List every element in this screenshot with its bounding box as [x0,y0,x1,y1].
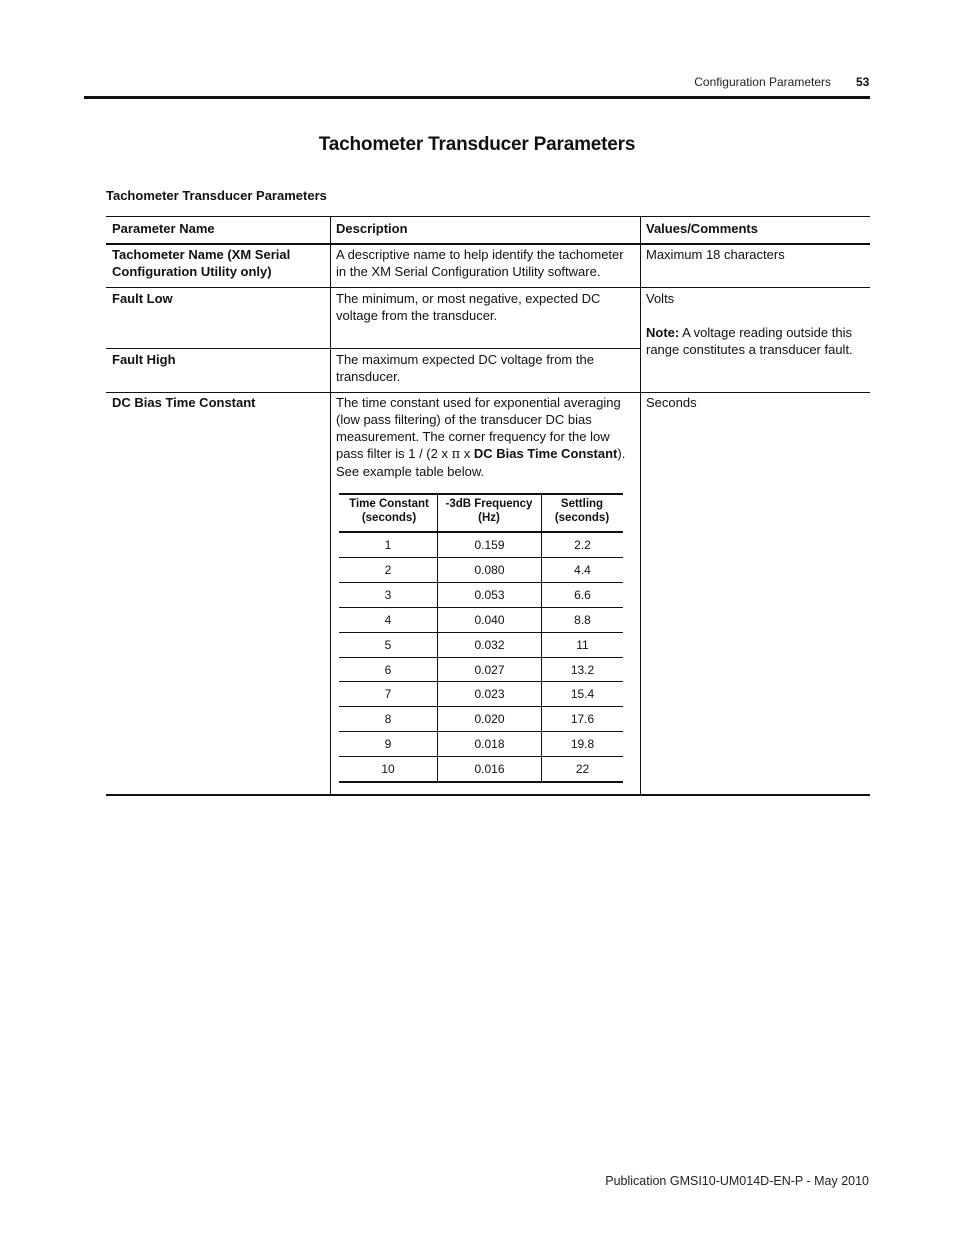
table-bottom-rule [106,794,870,796]
sub-table-cell: 10 [381,762,395,777]
desc-text: The time constant used for exponential averaging (low pass filtering) of the transducer DC bias measurement. The corner frequency for the low pass filter is 1 / (2 x [336,395,621,461]
sub-table-cell: 5 [384,637,392,652]
sub-table-cell: 0.032 [474,637,505,652]
param-values: Volts [646,291,675,306]
column-divider [330,216,331,795]
column-header-parameter-name: Parameter Name [112,221,215,236]
sub-table-cell: 0.027 [474,662,505,677]
pi-symbol: π [451,447,461,462]
sub-table-cell: 0.018 [474,737,505,752]
sub-row-rule [339,657,623,658]
sub-table-cell: 4.4 [574,562,591,577]
param-description: A descriptive name to help identify the tachometer in the XM Serial Configuration Utility software. [336,247,624,279]
sub-row-rule [339,731,623,732]
sub-table-top-rule [339,493,623,495]
sub-table-cell: 0.080 [474,562,505,577]
param-description [336,394,634,480]
sub-table-cell: 8 [384,712,392,727]
page-header [0,0,954,100]
footer-publication: Publication GMSI10-UM014D-EN-P - May 2010 [605,1174,869,1188]
header-rule [84,96,870,99]
sub-row-rule [339,681,623,682]
sub-table-cell: 0.040 [474,612,505,627]
sub-row-rule [339,632,623,633]
sub-table-cell: 0.023 [474,687,505,702]
sub-table-header-rule [339,531,623,533]
sub-table-cell: 15.4 [570,687,595,702]
row-rule [106,392,870,393]
sub-table-cell: 2 [384,562,392,577]
row-rule [106,287,870,288]
sub-table-cell: 0.016 [474,762,505,777]
sub-table-cell: 11 [576,637,589,652]
param-description: The minimum, or most negative, expected DC voltage from the transducer. [336,291,601,323]
sub-header-time-constant: Time Constant (seconds) [349,498,429,524]
param-name-fault-high: Fault High [112,352,176,367]
sub-row-rule [339,607,623,608]
sub-table-cell: 1 [384,538,392,552]
desc-bold-term: DC Bias Time Constant [473,446,618,461]
param-name-tachometer-name: Tachometer Name (XM Serial Configuration Utility only) [112,247,291,279]
sub-row-rule [339,706,623,707]
sub-table-cell: 3 [384,587,392,602]
desc-text: ). See example table below. [336,446,626,479]
note-label: Note: [646,325,680,340]
param-description: The maximum expected DC voltage from the transducer. [336,352,594,384]
column-divider [640,216,641,795]
table-header-rule [106,243,870,245]
sub-table-cell: 2.2 [574,538,591,552]
param-values: Seconds [646,395,697,410]
sub-table-cell: 22 [575,762,590,777]
desc-text: x [460,446,474,461]
sub-row-rule [339,781,623,783]
table-top-rule [106,216,870,217]
sub-header-settling: Settling (seconds) [554,498,610,524]
sub-table-cell: 17.6 [570,712,595,727]
param-name-fault-low: Fault Low [112,291,173,306]
page-title: Tachometer Transducer Parameters [318,134,636,155]
sub-row-rule [339,756,623,757]
column-header-values-comments: Values/Comments [646,221,758,236]
sub-table-cell: 13.2 [570,662,595,677]
param-values: Maximum 18 characters [646,247,785,262]
sub-table-cell: 6 [384,662,392,677]
page-number: 53 [856,75,870,89]
sub-table-cell: 0.053 [474,587,505,602]
sub-table-cell: 8.8 [574,612,591,627]
header-section-name: Configuration Parameters [694,75,831,89]
sub-table-cell: 19.8 [570,737,595,752]
sub-table-cell: 9 [384,737,392,752]
sub-table-cell: 0.020 [474,712,505,727]
sub-header-frequency: -3dB Frequency (Hz) [445,498,533,524]
sub-table-cell: 4 [384,612,392,627]
param-name-dc-bias-time-constant: DC Bias Time Constant [112,395,256,410]
sub-row-rule [339,582,623,583]
sub-table-cell: 0.159 [474,538,505,552]
sub-table-cell: 6.6 [574,587,591,602]
note-text: A voltage reading outside this range constitutes a transducer fault. [646,325,853,357]
column-header-description: Description [336,221,408,236]
row-rule [106,348,640,349]
sub-row-rule [339,557,623,558]
table-caption: Tachometer Transducer Parameters [106,188,327,203]
sub-table-cell: 7 [384,687,392,702]
param-note [646,324,866,358]
